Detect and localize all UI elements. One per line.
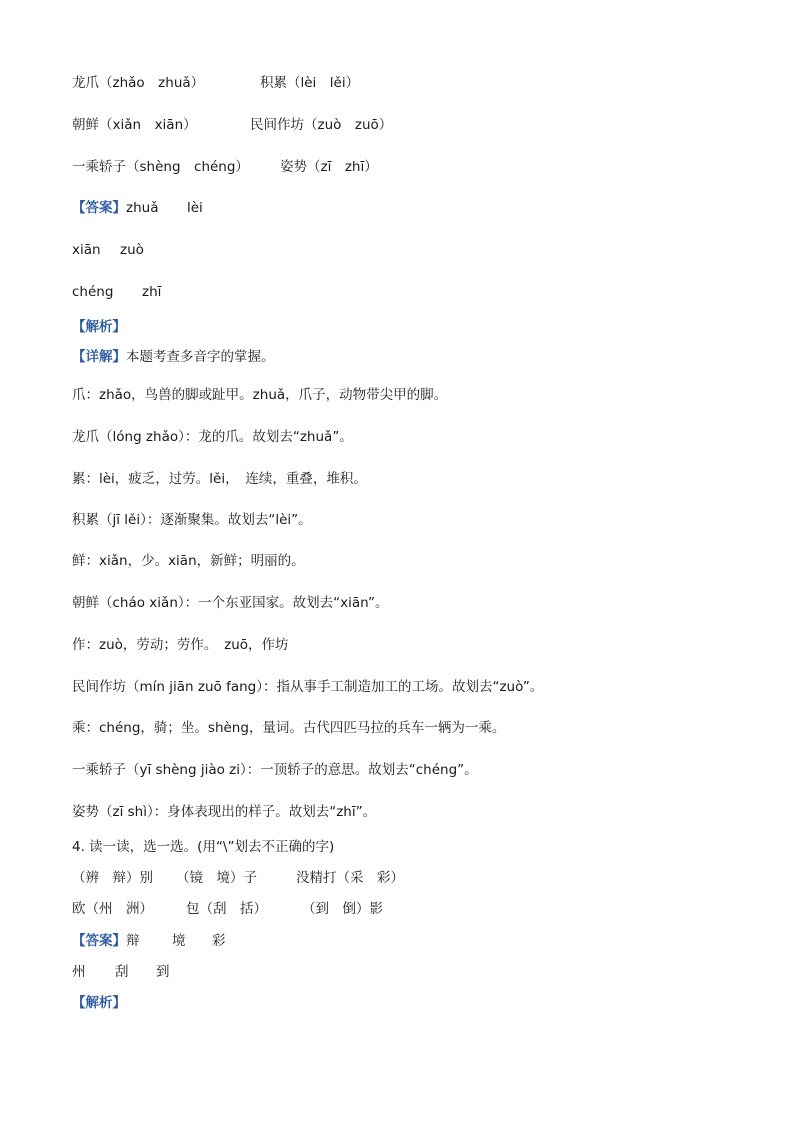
explanation-line: 积累（jī lěi）：逐渐聚集。故划去“lèi”。: [72, 512, 312, 528]
choice-longzhua: 龙爪（zhǎo zhuǎ）: [72, 75, 205, 91]
explanation-line: 鲜：xiǎn，少。xiān，新鲜；明丽的。: [72, 553, 305, 569]
explanation-line: 一乘轿子（yī shèng jiào zi）：一顶轿子的意思。故划去“chéng”。: [72, 762, 478, 778]
answer-value: zhuǎ: [126, 200, 159, 216]
choice-row-3: [72, 158, 378, 176]
explanation-line: 朝鲜（cháo xiǎn）：一个东亚国家。故划去“xiān”。: [72, 595, 389, 611]
analysis-label: 【解析】: [72, 319, 126, 335]
choice-jilei: 积累（lèi lěi）: [260, 75, 360, 91]
choice-zishi: 姿势（zī zhī）: [280, 159, 378, 175]
choice-jiaozi: 一乘轿子（shèng chéng）: [72, 159, 249, 175]
answer-value: xiān: [72, 242, 101, 258]
q3-answer-row-1: [72, 199, 203, 217]
explanation-line: 民间作坊（mín jiān zuō fang）：指从事手工制造加工的工场。故划去“zuò”。: [72, 679, 544, 695]
choice-zuofang: 民间作坊（zuò zuō）: [250, 117, 393, 133]
detail-intro: 本题考查多音字的掌握。: [126, 349, 275, 365]
answer-value: 彩: [212, 933, 226, 949]
explanation-line: 爪：zhǎo，鸟兽的脚或趾甲。zhuǎ，爪子，动物带尖甲的脚。: [72, 387, 448, 403]
answer-value: 州: [72, 964, 86, 980]
answer-label: 【答案】: [72, 933, 126, 949]
choice-chaoxian: 朝鲜（xiǎn xiān）: [72, 117, 197, 133]
choice-row-2: [72, 116, 393, 134]
answer-value: 到: [156, 964, 170, 980]
explanation-line: 累：lèi，疲乏，过劳。lěi， 连续，重叠，堆积。: [72, 471, 367, 487]
answer-value: lèi: [187, 200, 203, 216]
q4-choice-row-2: [72, 900, 383, 918]
q4-answer-row-2: [72, 963, 170, 981]
q3-answer-row-3: [72, 283, 162, 301]
answer-value: 刮: [115, 964, 129, 980]
choice-bianbie: （辨 辩）别: [72, 870, 153, 886]
answer-value: 境: [172, 933, 186, 949]
choice-jingzi: （镜 境）子: [176, 870, 257, 886]
answer-value: zuò: [120, 242, 144, 258]
q4-answer-row-1: [72, 932, 226, 950]
answer-value: chéng: [72, 284, 114, 300]
explanation-line: 姿势（zī shì）：身体表现出的样子。故划去“zhī”。: [72, 804, 377, 820]
explanation-line: 龙爪（lóng zhǎo）：龙的爪。故划去“zhuǎ”。: [72, 429, 353, 445]
detail-label: 【详解】: [72, 349, 126, 365]
analysis-label: 【解析】: [72, 995, 126, 1011]
q4-choice-row-1: [72, 869, 404, 887]
answer-value: zhī: [142, 284, 162, 300]
explanation-line: 作：zuò，劳动；劳作。 zuō，作坊: [72, 637, 289, 653]
answer-value: 辩: [126, 933, 140, 949]
detail-intro-line: [72, 348, 275, 366]
answer-label: 【答案】: [72, 200, 126, 216]
question-4-title: 4. 读一读，选一选。(用“\”划去不正确的字): [72, 839, 335, 855]
choice-caicai: 没精打（采 彩）: [296, 870, 404, 886]
explanation-line: 乘：chéng，骑；坐。shèng，量词。古代四匹马拉的兵车一辆为一乘。: [72, 720, 506, 736]
choice-ouzhou: 欧（州 洲）: [72, 901, 153, 917]
choice-daoying: （到 倒）影: [302, 901, 383, 917]
choice-baokuo: 包（刮 括）: [186, 901, 267, 917]
q3-answer-row-2: [72, 241, 144, 259]
choice-row-1: [72, 74, 360, 92]
